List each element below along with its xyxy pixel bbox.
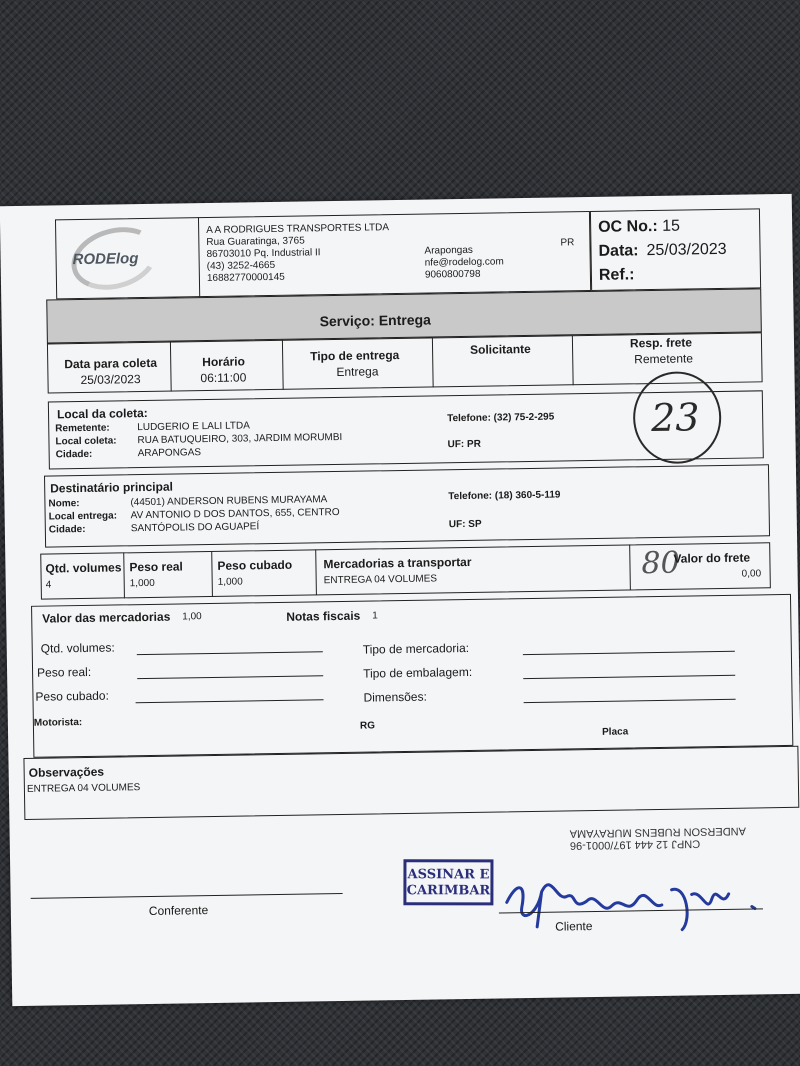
tipo-entrega-label: Tipo de entrega bbox=[310, 348, 400, 364]
placa-label: Placa bbox=[602, 726, 629, 738]
mercadorias-label: Mercadorias a transportar bbox=[323, 554, 472, 572]
company-phone: (43) 3252-4665 bbox=[206, 259, 276, 273]
company-city: Arapongas bbox=[424, 244, 473, 257]
cidade-entrega-label: Cidade: bbox=[48, 523, 86, 536]
oc-value: 15 bbox=[662, 217, 681, 235]
qtd-volumes-value: 4 bbox=[45, 579, 52, 591]
valor-frete-value: 0,00 bbox=[741, 568, 762, 580]
coleta-uf: UF: PR bbox=[447, 438, 481, 451]
local-coleta-value: RUA BATUQUEIRO, 303, JARDIM MORUMBI bbox=[137, 431, 343, 447]
horario-label: Horário bbox=[202, 354, 246, 370]
tipo-embalagem-label: Tipo de embalagem: bbox=[363, 664, 473, 681]
dimensoes-label: Dimensões: bbox=[363, 689, 427, 705]
conferente-label: Conferente bbox=[148, 903, 209, 919]
service-title: Serviço: Entrega bbox=[319, 311, 431, 330]
cidade-coleta-value: ARAPONGAS bbox=[137, 447, 202, 460]
notas-fiscais-value: 1 bbox=[372, 610, 378, 622]
horario-value: 06:11:00 bbox=[200, 370, 247, 386]
observacoes-title: Observações bbox=[28, 764, 105, 780]
data-coleta-label: Data para coleta bbox=[64, 355, 158, 372]
cliente-label: Cliente bbox=[555, 919, 593, 934]
cidade-entrega-value: SANTÓPOLIS DO AGUAPEÍ bbox=[130, 521, 260, 535]
handwritten-80: 80 bbox=[641, 545, 680, 582]
destinatario-uf: UF: SP bbox=[448, 518, 482, 531]
valor-mercadorias-label: Valor das mercadorias bbox=[42, 609, 171, 626]
destinatario-title: Destinatário principal bbox=[50, 479, 174, 496]
company-name: A A RODRIGUES TRANSPORTES LTDA bbox=[206, 222, 390, 237]
sign-and-stamp-box: ASSINAR E CARIMBAR bbox=[403, 859, 493, 905]
cidade-coleta-label: Cidade: bbox=[55, 448, 93, 461]
qtd-volumes-field-label: Qtd. volumes: bbox=[40, 640, 115, 656]
remetente-label: Remetente: bbox=[55, 422, 110, 435]
company-address: Rua Guaratinga, 3765 bbox=[206, 235, 305, 249]
conferente-signature-line bbox=[31, 893, 343, 899]
peso-cubado-label: Peso cubado bbox=[217, 557, 293, 573]
company-ie: 9060800798 bbox=[424, 268, 481, 281]
date-label: Data: bbox=[598, 242, 639, 260]
data-coleta-value: 25/03/2023 bbox=[80, 372, 141, 388]
qtd-volumes-label: Qtd. volumes bbox=[45, 560, 122, 576]
oc-label: OC No.: bbox=[598, 217, 658, 236]
coleta-title: Local da coleta: bbox=[56, 405, 148, 422]
company-logo: RODElog bbox=[0, 194, 792, 206]
motorista-label: Motorista: bbox=[33, 717, 83, 729]
ref-label: Ref.: bbox=[598, 266, 635, 284]
peso-real-label: Peso real bbox=[129, 559, 183, 575]
mercadorias-value: ENTREGA 04 VOLUMES bbox=[323, 573, 438, 587]
solicitante-label: Solicitante bbox=[469, 341, 531, 357]
coleta-telefone: Telefone: (32) 75-2-295 bbox=[447, 411, 555, 425]
local-entrega-label: Local entrega: bbox=[48, 510, 118, 523]
tipo-mercadoria-label: Tipo de mercadoria: bbox=[362, 640, 470, 657]
handwritten-circle-23: 23 bbox=[632, 371, 721, 464]
nome-value: (44501) ANDERSON RUBENS MURAYAMA bbox=[130, 494, 328, 509]
remetente-value: LUDGERIO E LALI LTDA bbox=[137, 420, 250, 434]
company-cep: 86703010 Pq. Industrial II bbox=[206, 247, 321, 261]
valor-mercadorias-value: 1,00 bbox=[182, 611, 202, 623]
local-entrega-value: AV ANTONIO D DOS DANTOS, 655, CENTRO bbox=[130, 506, 340, 522]
notas-fiscais-label: Notas fiscais bbox=[286, 608, 361, 624]
resp-frete-value: Remetente bbox=[634, 351, 694, 367]
tipo-entrega-value: Entrega bbox=[336, 364, 379, 380]
company-state: PR bbox=[560, 237, 575, 249]
local-coleta-label: Local coleta: bbox=[55, 435, 117, 448]
mirrored-stamp-imprint: CNPJ 12 444 197/0001-96 ANDERSON RUBENS MURAYAMA bbox=[569, 824, 746, 852]
peso-cubado-field-label: Peso cubado: bbox=[35, 688, 109, 704]
peso-real-value: 1,000 bbox=[129, 577, 155, 590]
client-signature bbox=[496, 858, 767, 942]
rg-label: RG bbox=[359, 720, 376, 732]
delivery-form bbox=[0, 194, 800, 1006]
resp-frete-label: Resp. frete bbox=[629, 335, 693, 351]
valor-frete-label: Valor do frete bbox=[673, 550, 751, 566]
company-email: nfe@rodelog.com bbox=[424, 256, 504, 269]
peso-cubado-value: 1,000 bbox=[217, 576, 243, 588]
peso-real-field-label: Peso real: bbox=[36, 664, 92, 680]
nome-label: Nome: bbox=[48, 498, 80, 510]
destinatario-telefone: Telefone: (18) 360-5-119 bbox=[448, 489, 561, 503]
date-value: 25/03/2023 bbox=[646, 240, 727, 260]
observacoes-value: ENTREGA 04 VOLUMES bbox=[26, 782, 141, 795]
company-doc: 16882770000145 bbox=[206, 271, 285, 285]
